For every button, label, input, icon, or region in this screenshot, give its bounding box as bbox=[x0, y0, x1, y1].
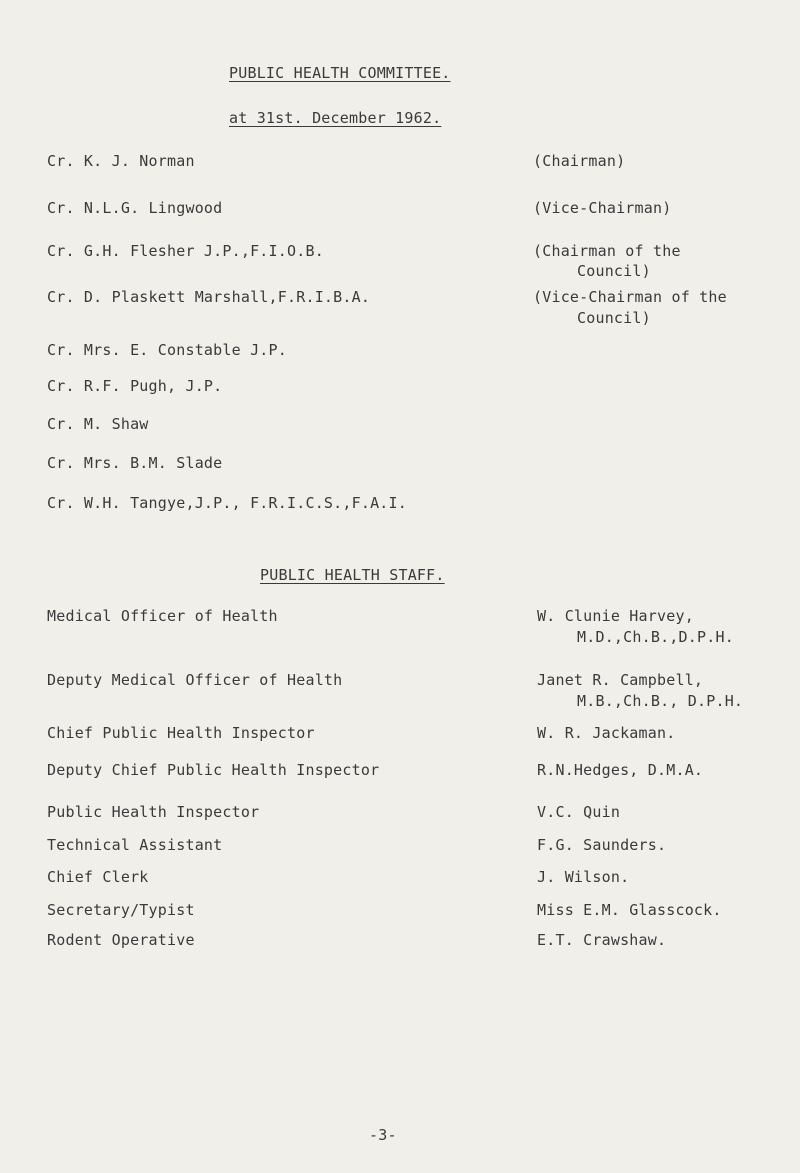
staff-post: Deputy Medical Officer of Health bbox=[47, 671, 343, 689]
staff-post: Medical Officer of Health bbox=[47, 607, 278, 625]
staff-post: Chief Clerk bbox=[47, 868, 149, 886]
staff-qualifications: M.D.,Ch.B.,D.P.H. bbox=[577, 628, 734, 646]
member-name: Cr. G.H. Flesher J.P.,F.I.O.B. bbox=[47, 242, 324, 260]
staff-post: Rodent Operative bbox=[47, 931, 195, 949]
member-role-line2: Council) bbox=[577, 262, 651, 280]
page-number: -3- bbox=[369, 1126, 397, 1144]
member-name: Cr. N.L.G. Lingwood bbox=[47, 199, 223, 217]
staff-name: W. Clunie Harvey, bbox=[537, 607, 694, 625]
page-subtitle: at 31st. December 1962. bbox=[229, 109, 442, 127]
staff-name: Miss E.M. Glasscock. bbox=[537, 901, 722, 919]
staff-name: F.G. Saunders. bbox=[537, 836, 667, 854]
staff-name: J. Wilson. bbox=[537, 868, 630, 886]
member-role-line2: Council) bbox=[577, 309, 651, 327]
staff-name: E.T. Crawshaw. bbox=[537, 931, 667, 949]
staff-post: Secretary/Typist bbox=[47, 901, 195, 919]
member-name: Cr. K. J. Norman bbox=[47, 152, 195, 170]
staff-qualifications: M.B.,Ch.B., D.P.H. bbox=[577, 692, 744, 710]
staff-heading: PUBLIC HEALTH STAFF. bbox=[260, 566, 445, 584]
member-name: Cr. Mrs. B.M. Slade bbox=[47, 454, 223, 472]
staff-post: Chief Public Health Inspector bbox=[47, 724, 315, 742]
member-role: (Chairman of the bbox=[533, 242, 681, 260]
staff-post: Deputy Chief Public Health Inspector bbox=[47, 761, 380, 779]
staff-name: V.C. Quin bbox=[537, 803, 621, 821]
member-role: (Vice-Chairman of the bbox=[533, 288, 727, 306]
staff-name: W. R. Jackaman. bbox=[537, 724, 676, 742]
staff-name: Janet R. Campbell, bbox=[537, 671, 704, 689]
staff-post: Technical Assistant bbox=[47, 836, 223, 854]
staff-name: R.N.Hedges, D.M.A. bbox=[537, 761, 704, 779]
member-name: Cr. R.F. Pugh, J.P. bbox=[47, 377, 223, 395]
member-name: Cr. M. Shaw bbox=[47, 415, 149, 433]
member-role: (Vice-Chairman) bbox=[533, 199, 672, 217]
member-name: Cr. W.H. Tangye,J.P., F.R.I.C.S.,F.A.I. bbox=[47, 494, 407, 512]
member-name: Cr. Mrs. E. Constable J.P. bbox=[47, 341, 287, 359]
member-role: (Chairman) bbox=[533, 152, 626, 170]
staff-post: Public Health Inspector bbox=[47, 803, 260, 821]
page-title: PUBLIC HEALTH COMMITTEE. bbox=[229, 64, 451, 82]
member-name: Cr. D. Plaskett Marshall,F.R.I.B.A. bbox=[47, 288, 371, 306]
